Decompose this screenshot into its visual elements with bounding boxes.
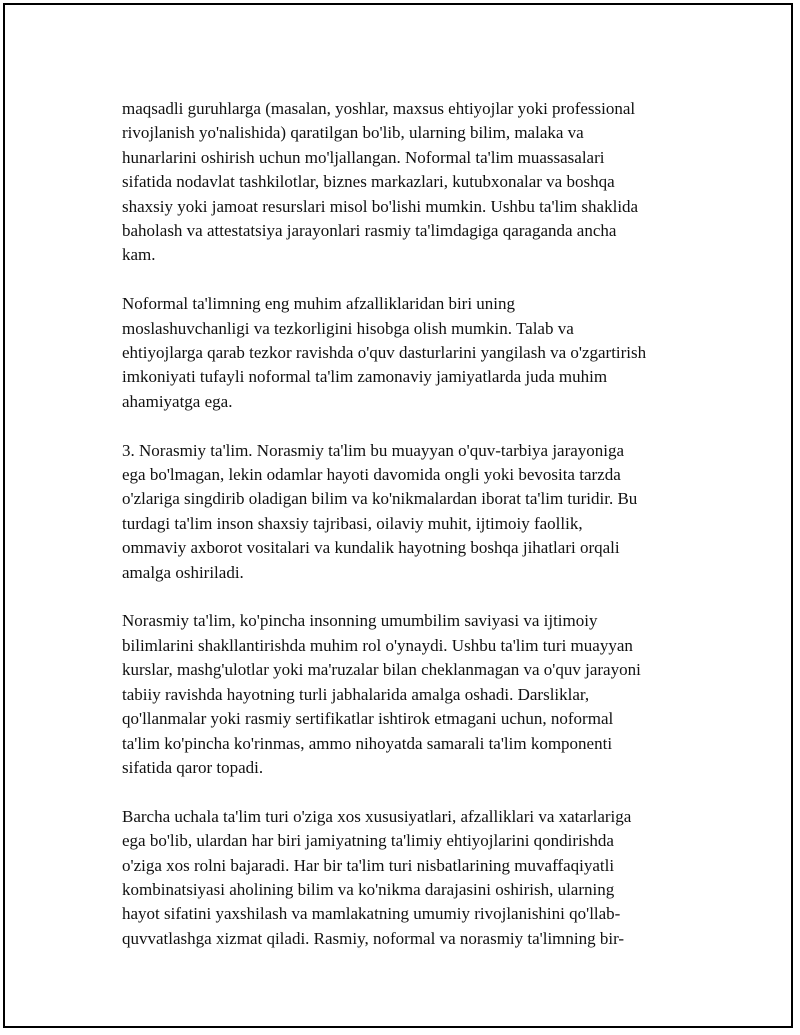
text-line: kurslar, mashg'ulotlar yoki ma'ruzalar bilan cheklanmagan va o'quv jarayoni <box>122 660 641 680</box>
text-line: Barcha uchala ta'lim turi o'ziga xos xususiyatlari, afzalliklari va xatarlariga <box>122 806 632 826</box>
paragraph <box>122 292 702 414</box>
text-line: bilimlarini shakllantirishda muhim rol o'ynaydi. Ushbu ta'lim turi muayyan <box>122 635 633 655</box>
text-line: turdagi ta'lim inson shaxsiy tajribasi, oilaviy muhit, ijtimoiy faollik, <box>122 513 583 533</box>
text-line: shaxsiy yoki jamoat resurslari misol bo'lishi mumkin. Ushbu ta'lim shaklida <box>122 196 639 216</box>
text-line: 3. Norasmiy ta'lim. Norasmiy ta'lim bu muayyan o'quv-tarbiya jarayoniga <box>122 440 625 460</box>
text-line: o'zlariga singdirib oladigan bilim va ko'nikmalardan iborat ta'lim turidir. Bu <box>122 489 638 509</box>
text-line: hayot sifatini yaxshilash va mamlakatning umumiy rivojlanishini qo'llab- <box>122 904 621 924</box>
text-line: qo'llanmalar yoki rasmiy sertifikatlar ishtirok etmagani uchun, noformal <box>122 709 614 729</box>
text-line: ega bo'lib, ulardan har biri jamiyatning ta'limiy ehtiyojlarini qondirishda <box>122 831 614 851</box>
text-line: ega bo'lmagan, lekin odamlar hayoti davomida ongli yoki bevosita tarzda <box>122 465 621 485</box>
paragraph <box>122 609 702 780</box>
text-line: baholash va attestatsiya jarayonlari rasmiy ta'limdagiga qaraganda ancha <box>122 221 617 241</box>
text-line: ta'lim ko'pincha ko'rinmas, ammo nihoyatda samarali ta'lim komponenti <box>122 733 613 753</box>
document-body <box>122 97 702 976</box>
text-line: quvvatlashga xizmat qiladi. Rasmiy, noformal va norasmiy ta'limning bir- <box>122 928 625 948</box>
text-line: Norasmiy ta'lim, ko'pincha insonning umumbilim saviyasi va ijtimoiy <box>122 611 598 631</box>
paragraph <box>122 97 702 268</box>
text-line: hunarlarini oshirish uchun mo'ljallangan. Noformal ta'lim muassasalari <box>122 147 605 167</box>
text-line: imkoniyati tufayli noformal ta'lim zamonaviy jamiyatlarda juda muhim <box>122 367 608 387</box>
text-line: moslashuvchanligi va tezkorligini hisobga olish mumkin. Talab va <box>122 318 574 338</box>
page-frame <box>3 3 793 1028</box>
paragraph <box>122 439 702 585</box>
text-line: kombinatsiyasi aholining bilim va ko'nikma darajasini oshirish, ularning <box>122 879 615 899</box>
text-line: amalga oshiriladi. <box>122 562 244 582</box>
text-line: maqsadli guruhlarga (masalan, yoshlar, maxsus ehtiyojlar yoki professional <box>122 99 636 118</box>
text-line: sifatida qaror topadi. <box>122 757 264 777</box>
text-line: ahamiyatga ega. <box>122 391 233 411</box>
text-line: sifatida nodavlat tashkilotlar, biznes markazlari, kutubxonalar va boshqa <box>122 172 615 192</box>
paragraph <box>122 805 702 951</box>
text-line: Noformal ta'limning eng muhim afzalliklaridan biri uning <box>122 294 516 314</box>
text-line: tabiiy ravishda hayotning turli jabhalarida amalga oshadi. Darsliklar, <box>122 684 590 704</box>
text-line: o'ziga xos rolni bajaradi. Har bir ta'lim turi nisbatlarining muvaffaqiyatli <box>122 855 615 875</box>
text-line: ehtiyojlarga qarab tezkor ravishda o'quv dasturlarini yangilash va o'zgartirish <box>122 343 647 363</box>
text-line: kam. <box>122 245 156 265</box>
text-line: rivojlanish yo'nalishida) qaratilgan bo'lib, ularning bilim, malaka va <box>122 123 584 143</box>
text-line: ommaviy axborot vositalari va kundalik hayotning boshqa jihatlari orqali <box>122 538 620 558</box>
